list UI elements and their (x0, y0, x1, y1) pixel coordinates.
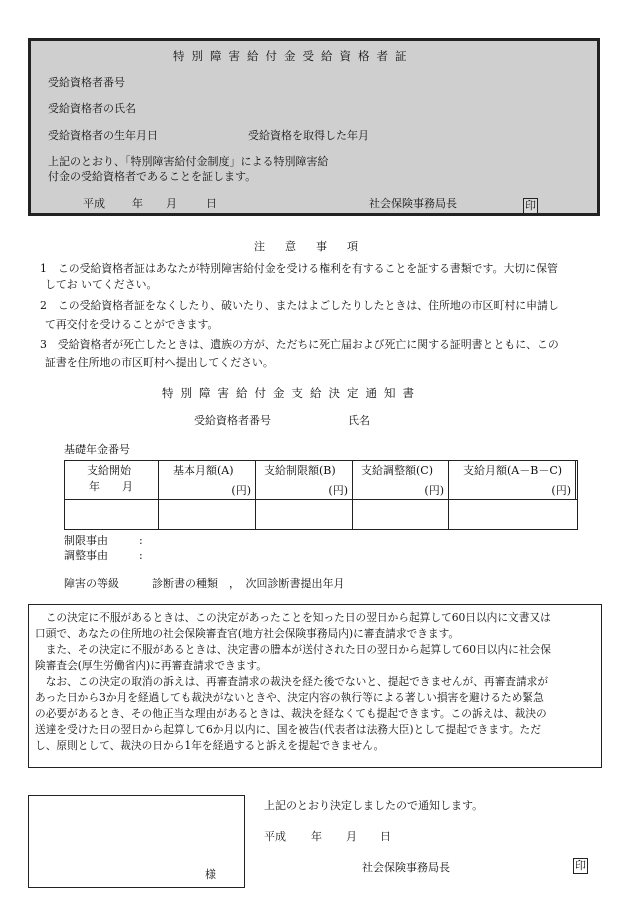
caution-title-char: 項 (347, 240, 362, 253)
certificate-year: 年 (132, 197, 143, 210)
appeal-line: この決定に不服があるときは、この決定があったことを知った日の翌日から起算して60日以内に文書又は (35, 611, 551, 624)
certificate-statement-line1: 上記のとおり、「特別障害給付金制度」による特別障害給 (48, 155, 329, 168)
certificate-birth-label: 受給資格者の生年月日 (48, 129, 158, 142)
caution-item2-line2: て再交付を受けることができます。 (45, 318, 219, 331)
limit-reason-colon: : (139, 534, 143, 547)
certificate-acquired-label: 受給資格を取得した年月 (248, 129, 369, 142)
header-label: 支給開始 (87, 464, 131, 477)
cell-adjust-amount (353, 499, 449, 530)
appeal-box (28, 604, 602, 768)
notice-statement: 上記のとおり決定しましたので通知します。 (264, 799, 484, 812)
header-unit: (円) (551, 484, 571, 497)
certificate-number-label: 受給資格者番号 (48, 76, 125, 89)
appeal-line: し、原則として、裁決の日から1年を経過すると訴えを提起できません。 (35, 739, 385, 752)
caution-item1-line2: してお いてください。 (45, 278, 158, 291)
appeal-line: また、その決定に不服があるときは、決定書の謄本が送付された日の翌日から起算して60日以内に社会保 (35, 643, 551, 656)
header-monthly-amount (449, 461, 576, 499)
caution-title-char: 事 (316, 240, 331, 253)
certificate-seal: 印 (525, 199, 536, 212)
address-suffix: 様 (205, 868, 216, 881)
cell-basic-amount (159, 499, 256, 530)
caution-title-char: 意 (285, 240, 300, 253)
appeal-line: 険審査会(厚生労働省内)に再審査請求できます。 (35, 659, 267, 672)
decision-title: 特別障害給付金支給決定通知書 (162, 386, 421, 400)
header-unit: (円) (231, 484, 251, 497)
address-box (28, 795, 245, 888)
appeal-line: なお、この決定の取消の訴えは、再審査請求の裁決を経た後でないと、提起できませんが、再審査請求が (35, 675, 549, 688)
appeal-line: 口頭で、あなたの住所地の社会保険審査官(地方社会保険事務局内)に審査請求できます。 (35, 627, 460, 640)
cell-monthly-amount (449, 499, 576, 530)
header-start-date (65, 461, 159, 499)
header-adjust-amount (353, 461, 449, 499)
notice-day: 日 (380, 830, 391, 843)
limit-reason-label: 制限事由 (64, 534, 108, 547)
header-label: 支給月額(A－B－C) (463, 464, 563, 477)
header-unit: (円) (424, 484, 444, 497)
caution-item3-line1: 3 受給資格者が死亡したときは、遺族の方が、ただちに死亡届および死亡に関する証明書とともに、この (40, 338, 559, 351)
header-label: 支給制限額(B) (264, 464, 336, 477)
cell-start-date (65, 499, 159, 530)
cell-limit-amount (256, 499, 353, 530)
decision-number-label: 受給資格者番号 (194, 414, 271, 427)
adjust-reason-label: 調整事由 (64, 549, 108, 562)
header-unit: (円) (328, 484, 348, 497)
appeal-line: あった日から3か月を経過しても裁決がないときや、決定内容の執行等による著しい損害を避けるため緊急 (35, 691, 544, 704)
grade-row: 障害の等級 診断書の種類 ， 次回診断書提出年月 (64, 577, 345, 590)
decision-name-label: 氏名 (348, 414, 370, 427)
certificate-day: 日 (206, 197, 217, 210)
notice-era: 平成 (264, 830, 286, 843)
notice-month: 月 (346, 830, 357, 843)
caution-item2-line1: 2 この受給資格者証をなくしたり、破いたり、またはよごしたりしたときは、住所地の市区町村に申請し (40, 299, 559, 312)
certificate-box (28, 38, 600, 216)
header-label: 基本月額(A) (173, 464, 234, 477)
notice-issuer: 社会保険事務局長 (362, 861, 450, 874)
caution-item1-line1: 1 この受給資格者証はあなたが特別障害給付金を受ける権利を有することを証する書類です。大切に保管 (40, 262, 558, 275)
pension-number-label: 基礎年金番号 (64, 443, 130, 456)
header-limit-amount (256, 461, 353, 499)
caution-title (254, 241, 378, 252)
adjust-reason-colon: : (139, 549, 143, 562)
appeal-line: 送達を受けた日の翌日から起算して6か月以内に、国を被告(代表者は法務大臣)として提起できます。ただ (35, 723, 541, 736)
certificate-month: 月 (166, 197, 177, 210)
header-sub-label: 年 月 (89, 480, 133, 493)
caution-item3-line2: 証書を住所地の市区町村へ提出してください。 (45, 356, 274, 369)
certificate-title: 特別障害給付金受給資格者証 (173, 49, 414, 63)
certificate-issuer: 社会保険事務局長 (369, 197, 457, 210)
header-label: 支給調整額(C) (361, 464, 433, 477)
appeal-line: の必要があるとき、その他正当な理由があるときは、裁決を経なくても提起できます。この訴えは、裁決の (35, 707, 547, 720)
notice-seal: 印 (575, 859, 586, 872)
notice-year: 年 (311, 830, 322, 843)
certificate-name-label: 受給資格者の氏名 (48, 102, 136, 115)
certificate-era: 平成 (83, 197, 105, 210)
benefit-table (64, 460, 578, 530)
header-basic-amount (159, 461, 256, 499)
certificate-statement-line2: 付金の受給資格者であることを証します。 (48, 170, 257, 183)
caution-title-char: 注 (254, 240, 269, 253)
